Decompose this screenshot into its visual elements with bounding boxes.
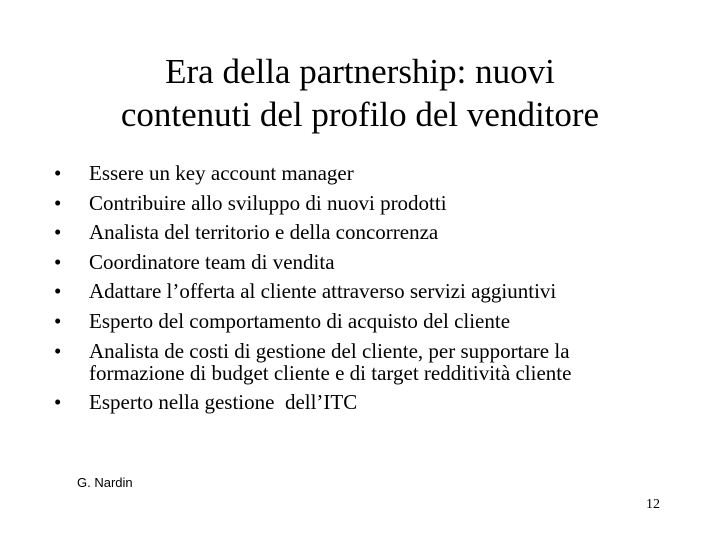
bullet-item bbox=[54, 159, 674, 189]
bullet-text: Contribuire allo sviluppo di nuovi prodotti bbox=[89, 190, 447, 215]
bullet-icon: • bbox=[54, 279, 62, 303]
page-number: 12 bbox=[646, 497, 660, 512]
bullet-text-line: formazione di budget cliente e di target redditività cliente bbox=[89, 361, 572, 385]
bullet-icon: • bbox=[54, 390, 62, 414]
slide-title bbox=[60, 50, 660, 136]
bullet-item bbox=[54, 307, 674, 337]
bullet-item bbox=[54, 189, 674, 219]
bullet-icon: • bbox=[54, 190, 62, 215]
bullet-icon: • bbox=[54, 339, 62, 363]
bullet-item bbox=[54, 388, 674, 418]
bullet-list bbox=[54, 159, 674, 418]
bullet-text: Coordinatore team di vendita bbox=[89, 249, 335, 274]
bullet-text: Essere un key account manager bbox=[89, 161, 354, 185]
bullet-text-line: Analista de costi di gestione del cliente, per supportare la bbox=[89, 339, 570, 363]
author-label: G. Nardin bbox=[77, 475, 133, 490]
bullet-item bbox=[54, 277, 674, 307]
bullet-icon: • bbox=[54, 220, 62, 244]
slide-title-line-1: Era della partnership: nuovi bbox=[165, 52, 555, 91]
bullet-icon: • bbox=[54, 161, 62, 185]
bullet-text: Esperto nella gestione dell’ITC bbox=[89, 390, 358, 414]
bullet-icon: • bbox=[54, 308, 62, 333]
bullet-icon: • bbox=[54, 249, 62, 274]
bullet-item bbox=[54, 336, 674, 388]
bullet-text: Adattare l’offerta al cliente attraverso servizi aggiuntivi bbox=[89, 279, 557, 303]
bullet-item bbox=[54, 218, 674, 248]
bullet-text: Esperto del comportamento di acquisto del cliente bbox=[89, 308, 511, 333]
slide-title-line-2: contenuti del profilo del venditore bbox=[120, 95, 600, 134]
bullet-text: Analista del territorio e della concorrenza bbox=[89, 220, 439, 244]
bullet-item bbox=[54, 248, 674, 278]
bullet-text bbox=[89, 340, 674, 384]
